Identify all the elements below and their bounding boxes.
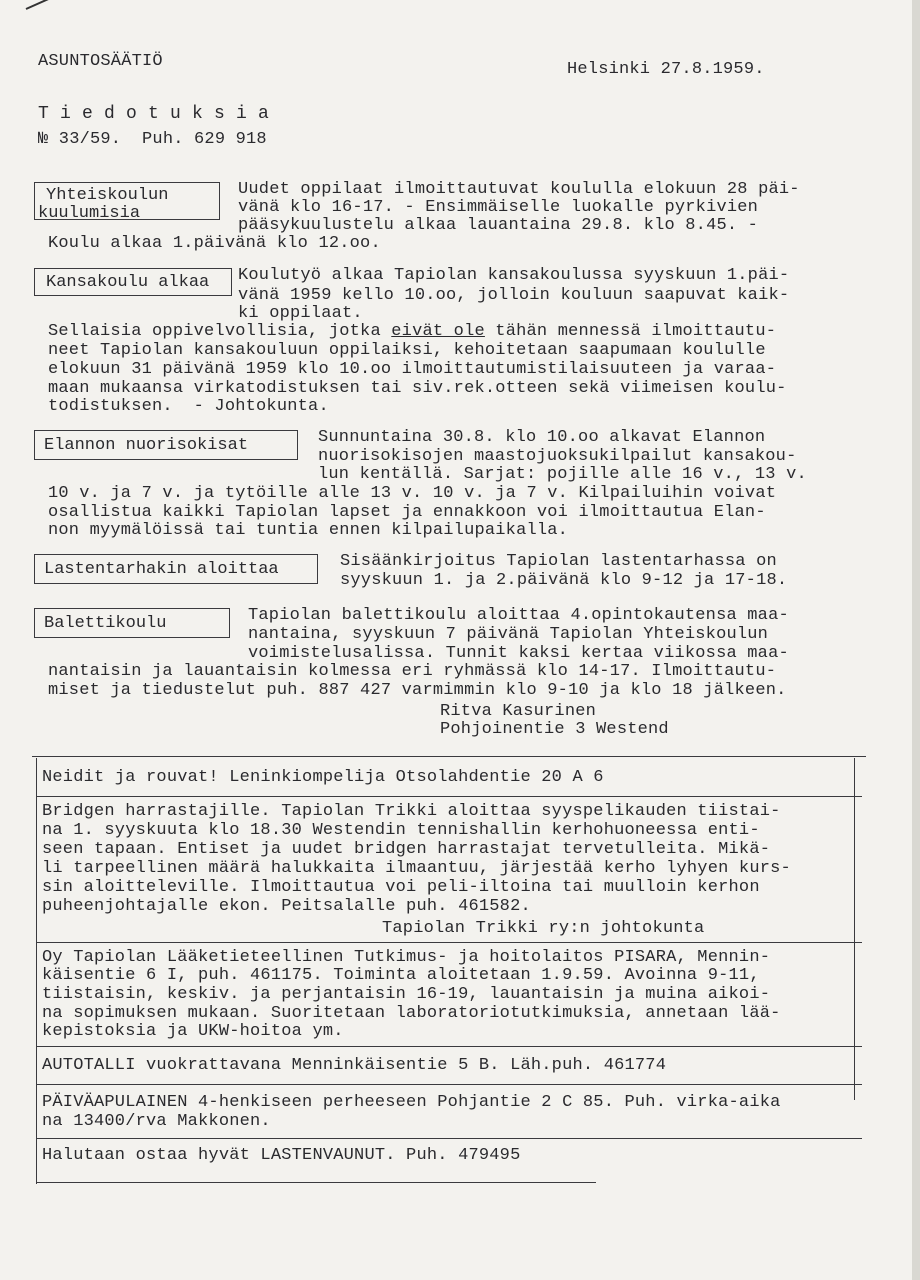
- elanto-line-3: lun kentällä. Sarjat: pojille alle 16 v., 13 v.: [318, 465, 807, 484]
- kansakoulu-underlined: eivät ole: [391, 322, 485, 341]
- ad-pisara-line-2: käisentie 6 I, puh. 461175. Toiminta aloitetaan 1.9.59. Avoinna 9-11,: [42, 966, 760, 985]
- place-date: Helsinki 27.8.1959.: [567, 60, 765, 79]
- ad-autotalli: AUTOTALLI vuokrattavana Menninkäisentie 5 B. Läh.puh. 461774: [42, 1056, 667, 1075]
- elanto-line-5: osallistua kaikki Tapiolan lapset ja ennakkoon voi ilmoittautua Elan-: [48, 503, 766, 522]
- ad-pisara-line-5: kepistoksia ja UKW-hoitoa ym.: [42, 1022, 344, 1041]
- lastentarha-line-2: syyskuun 1. ja 2.päivänä klo 9-12 ja 17-18.: [340, 571, 788, 590]
- section-label-yhteiskoulu-1: Yhteiskoulun: [46, 186, 169, 205]
- ad-paivaapulainen-line-1: PÄIVÄAPULAINEN 4-henkiseen perheeseen Pohjantie 2 C 85. Puh. virka-aika: [42, 1093, 781, 1112]
- kansakoulu-line-4: [48, 322, 776, 342]
- ad-lastenvaunut: Halutaan ostaa hyvät LASTENVAUNUT. Puh. 479495: [42, 1146, 521, 1165]
- baletti-signature-address: Pohjoinentie 3 Westend: [440, 720, 669, 739]
- ad-bridge-line-4: li tarpeellinen määrä halukkaita ilmaantuu, järjestää kerho lyhyen kurs-: [42, 859, 791, 878]
- pen-mark: [26, 0, 76, 10]
- elanto-line-6: non myymälöissä tai tuntia ennen kilpailupaikalla.: [48, 521, 569, 540]
- ad-bridge-line-5: sin aloitteleville. Ilmoittautua voi peli-iltoina tai muulloin kerhon: [42, 878, 760, 897]
- yhteiskoulu-line-3: pääsykuulustelu alkaa lauantaina 29.8. klo 8.45. -: [238, 216, 759, 235]
- ad-divider-bottom: [36, 1182, 596, 1183]
- ad-pisara-line-4: na sopimuksen mukaan. Suoritetaan laboratoriotutkimuksia, annetaan lää-: [42, 1004, 781, 1023]
- ad-divider-4: [36, 1084, 862, 1085]
- ad-paivaapulainen-line-2: na 13400/rva Makkonen.: [42, 1112, 271, 1131]
- kansakoulu-line-3: ki oppilaat.: [238, 304, 363, 323]
- elanto-line-1: Sunnuntaina 30.8. klo 10.oo alkavat Elannon: [318, 428, 766, 447]
- kansakoulu-line-1: Koulutyö alkaa Tapiolan kansakoulussa syyskuun 1.päi-: [238, 266, 790, 285]
- ad-leninkiompelija: Neidit ja rouvat! Leninkiompelija Otsolahdentie 20 A 6: [42, 768, 604, 787]
- ad-divider-5: [36, 1138, 862, 1139]
- ads-frame-right: [854, 758, 855, 1100]
- divider-top-ads: [32, 756, 866, 757]
- paper-edge-shadow: [912, 0, 920, 1280]
- section-label-elanto: Elannon nuorisokisat: [44, 436, 249, 455]
- kansakoulu-line-2: vänä 1959 kello 10.oo, jolloin kouluun saapuvat kaik-: [238, 286, 790, 305]
- ad-divider-1: [36, 796, 862, 797]
- bulletin-title: T i e d o t u k s i a: [38, 104, 270, 124]
- baletti-signature-name: Ritva Kasurinen: [440, 702, 597, 721]
- ad-pisara-line-1: Oy Tapiolan Lääketieteellinen Tutkimus- ja hoitolaitos PISARA, Mennin-: [42, 948, 771, 967]
- yhteiskoulu-line-4: Koulu alkaa 1.päivänä klo 12.oo.: [48, 234, 381, 253]
- ad-bridge-line-3: seen tapaan. Entiset ja uudet bridgen harrastajat tervetulleita. Mikä-: [42, 840, 771, 859]
- section-label-kansakoulu: Kansakoulu alkaa: [46, 273, 210, 292]
- ad-bridge-line-2: na 1. syyskuuta klo 18.30 Westendin tennishallin kerhohuoneessa enti-: [42, 821, 760, 840]
- kansakoulu-line-4-post: tähän mennessä ilmoittautu-: [484, 322, 777, 341]
- org-name: ASUNTOSÄÄTIÖ: [38, 52, 163, 71]
- kansakoulu-line-7: maan mukaansa virkatodistuksen tai siv.rek.otteen sekä viimeisen koulu-: [48, 379, 787, 398]
- ad-bridge-line-6: puheenjohtajalle ekon. Peitsalalle puh. 461582.: [42, 897, 531, 916]
- baletti-line-2: nantaina, syyskuun 7 päivänä Tapiolan Yhteiskoulun: [248, 625, 769, 644]
- ad-pisara-line-3: tiistaisin, keskiv. ja perjantaisin 16-19, lauantaisin ja muina aikoi-: [42, 985, 771, 1004]
- ad-bridge-signature: Tapiolan Trikki ry:n johtokunta: [382, 919, 705, 938]
- ad-divider-2: [36, 942, 862, 943]
- section-label-yhteiskoulu-2: kuulumisia: [38, 204, 141, 223]
- section-label-lastentarha: Lastentarhakin aloittaa: [44, 560, 279, 579]
- kansakoulu-line-4-pre: Sellaisia oppivelvollisia, jotka: [48, 322, 392, 341]
- baletti-line-1: Tapiolan balettikoulu aloittaa 4.opintokautensa maa-: [248, 606, 789, 625]
- section-label-baletti: Balettikoulu: [44, 614, 167, 633]
- ads-frame-left: [36, 758, 37, 1184]
- lastentarha-line-1: Sisäänkirjoitus Tapiolan lastentarhassa on: [340, 552, 777, 571]
- elanto-line-2: nuorisokisojen maastojuoksukilpailut kansakou-: [318, 447, 797, 466]
- kansakoulu-line-5: neet Tapiolan kansakouluun oppilaiksi, kehoitetaan saapumaan koululle: [48, 341, 766, 360]
- yhteiskoulu-line-1: Uudet oppilaat ilmoittautuvat koululla elokuun 28 päi-: [238, 180, 800, 199]
- issue-number: № 33/59. Puh. 629 918: [38, 130, 267, 149]
- yhteiskoulu-line-2: vänä klo 16-17. - Ensimmäiselle luokalle pyrkivien: [238, 198, 759, 217]
- baletti-line-5: miset ja tiedustelut puh. 887 427 varmimmin klo 9-10 ja klo 18 jälkeen.: [48, 681, 787, 700]
- elanto-line-4: 10 v. ja 7 v. ja tytöille alle 13 v. 10 v. ja 7 v. Kilpailuihin voivat: [48, 484, 777, 503]
- baletti-line-3: voimistelusalissa. Tunnit kaksi kertaa viikossa maa-: [248, 644, 789, 663]
- ad-divider-3: [36, 1046, 862, 1047]
- kansakoulu-line-6: elokuun 31 päivänä 1959 klo 10.oo ilmoittautumistilaisuuteen ja varaa-: [48, 360, 777, 379]
- kansakoulu-line-8: todistuksen. - Johtokunta.: [48, 397, 329, 416]
- baletti-line-4: nantaisin ja lauantaisin kolmessa eri ryhmässä klo 14-17. Ilmoittautu-: [48, 662, 777, 681]
- ad-bridge-line-1: Bridgen harrastajille. Tapiolan Trikki aloittaa syyspelikauden tiistai-: [42, 802, 781, 821]
